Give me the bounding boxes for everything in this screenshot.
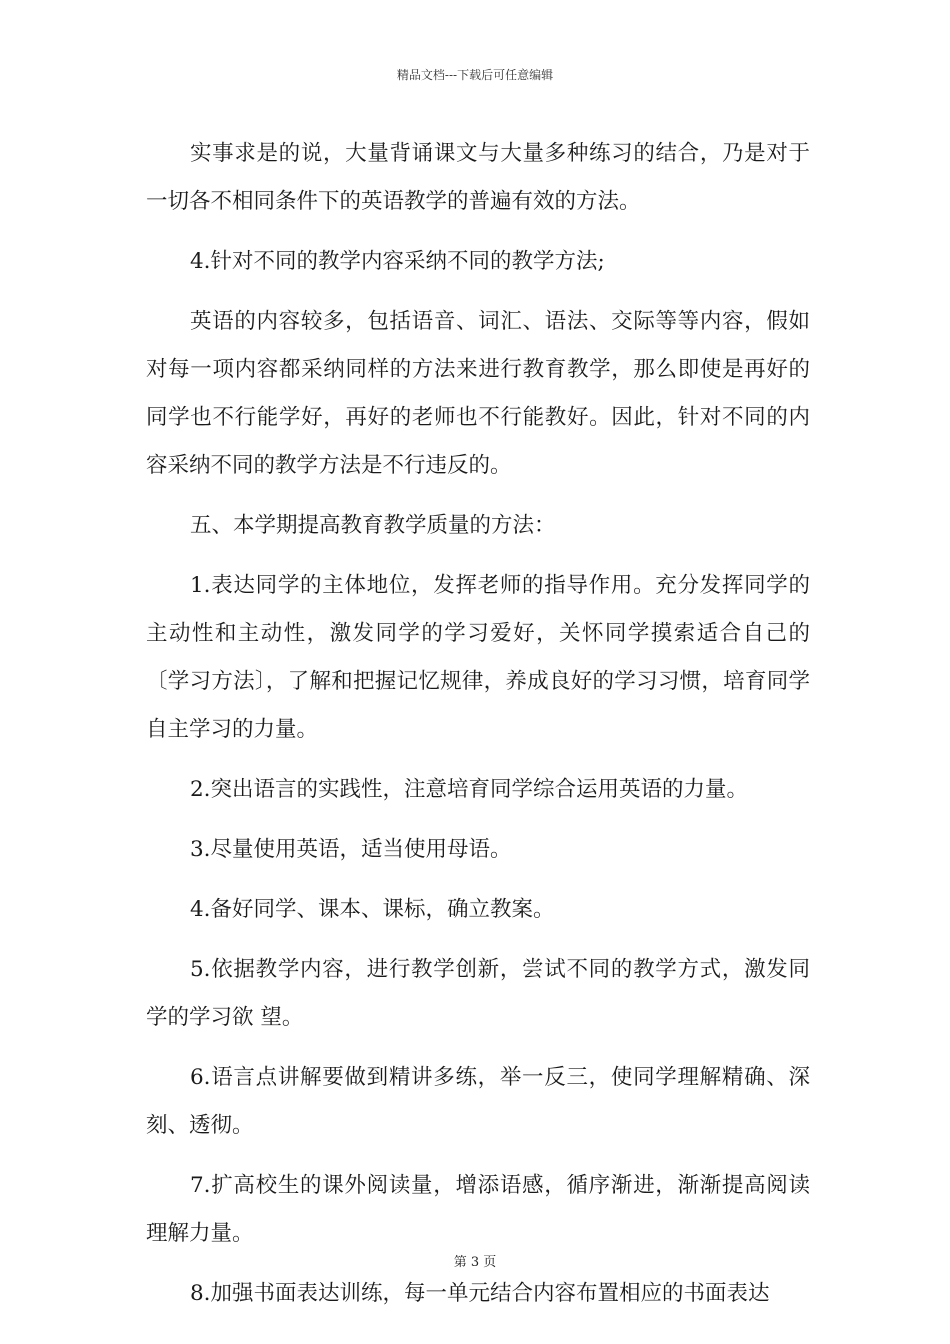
- paragraph: 实事求是的说，大量背诵课文与大量多种练习的结合，乃是对于一切各不相同条件下的英语教学的普遍有效的方法。: [146, 141, 810, 214]
- document-body: [146, 130, 810, 1330]
- paragraph: 英语的内容较多，包括语音、词汇、语法、交际等等内容，假如对每一项内容都采纳同样的方法来进行教育教学，那么即使是再好的同学也不行能学好，再好的老师也不行能教好。因此，针对不同的内容采纳不同的教学方法是不行违反的。: [146, 309, 810, 478]
- paragraph: 4.备好同学、课本、课标，确立教案。: [190, 897, 555, 922]
- page-number: 第 3 页: [453, 1255, 497, 1270]
- paragraph: 5.依据教学内容，进行教学创新，尝试不同的教学方式，激发同学的学习欲 望。: [146, 957, 810, 1030]
- page-header: 精品文档---下载后可任意编辑: [396, 68, 554, 82]
- paragraph: 4.针对不同的教学内容采纳不同的教学方法;: [190, 249, 605, 274]
- section-heading: 五、本学期提高教育教学质量的方法：: [190, 513, 556, 538]
- paragraph: 3.尽量使用英语，适当使用母语。: [190, 837, 512, 862]
- paragraph: 2.突出语言的实践性，注意培育同学综合运用英语的力量。: [190, 777, 749, 802]
- paragraph: 6.语言点讲解要做到精讲多练，举一反三，使同学理解精确、深刻、透彻。: [146, 1065, 810, 1138]
- paragraph: 8.加强书面表达训练，每一单元结合内容布置相应的书面表达: [190, 1281, 770, 1306]
- paragraph: 1.表达同学的主体地位，发挥老师的指导作用。充分发挥同学的主动性和主动性，激发同学的学习爱好，关怀同学摸索适合自己的〔学习方法〕，了解和把握记忆规律，养成良好的学习习惯，培育同学自主学习的力量。: [146, 573, 810, 742]
- paragraph: 7.扩高校生的课外阅读量，增添语感，循序渐进，渐渐提高阅读理解力量。: [146, 1173, 810, 1246]
